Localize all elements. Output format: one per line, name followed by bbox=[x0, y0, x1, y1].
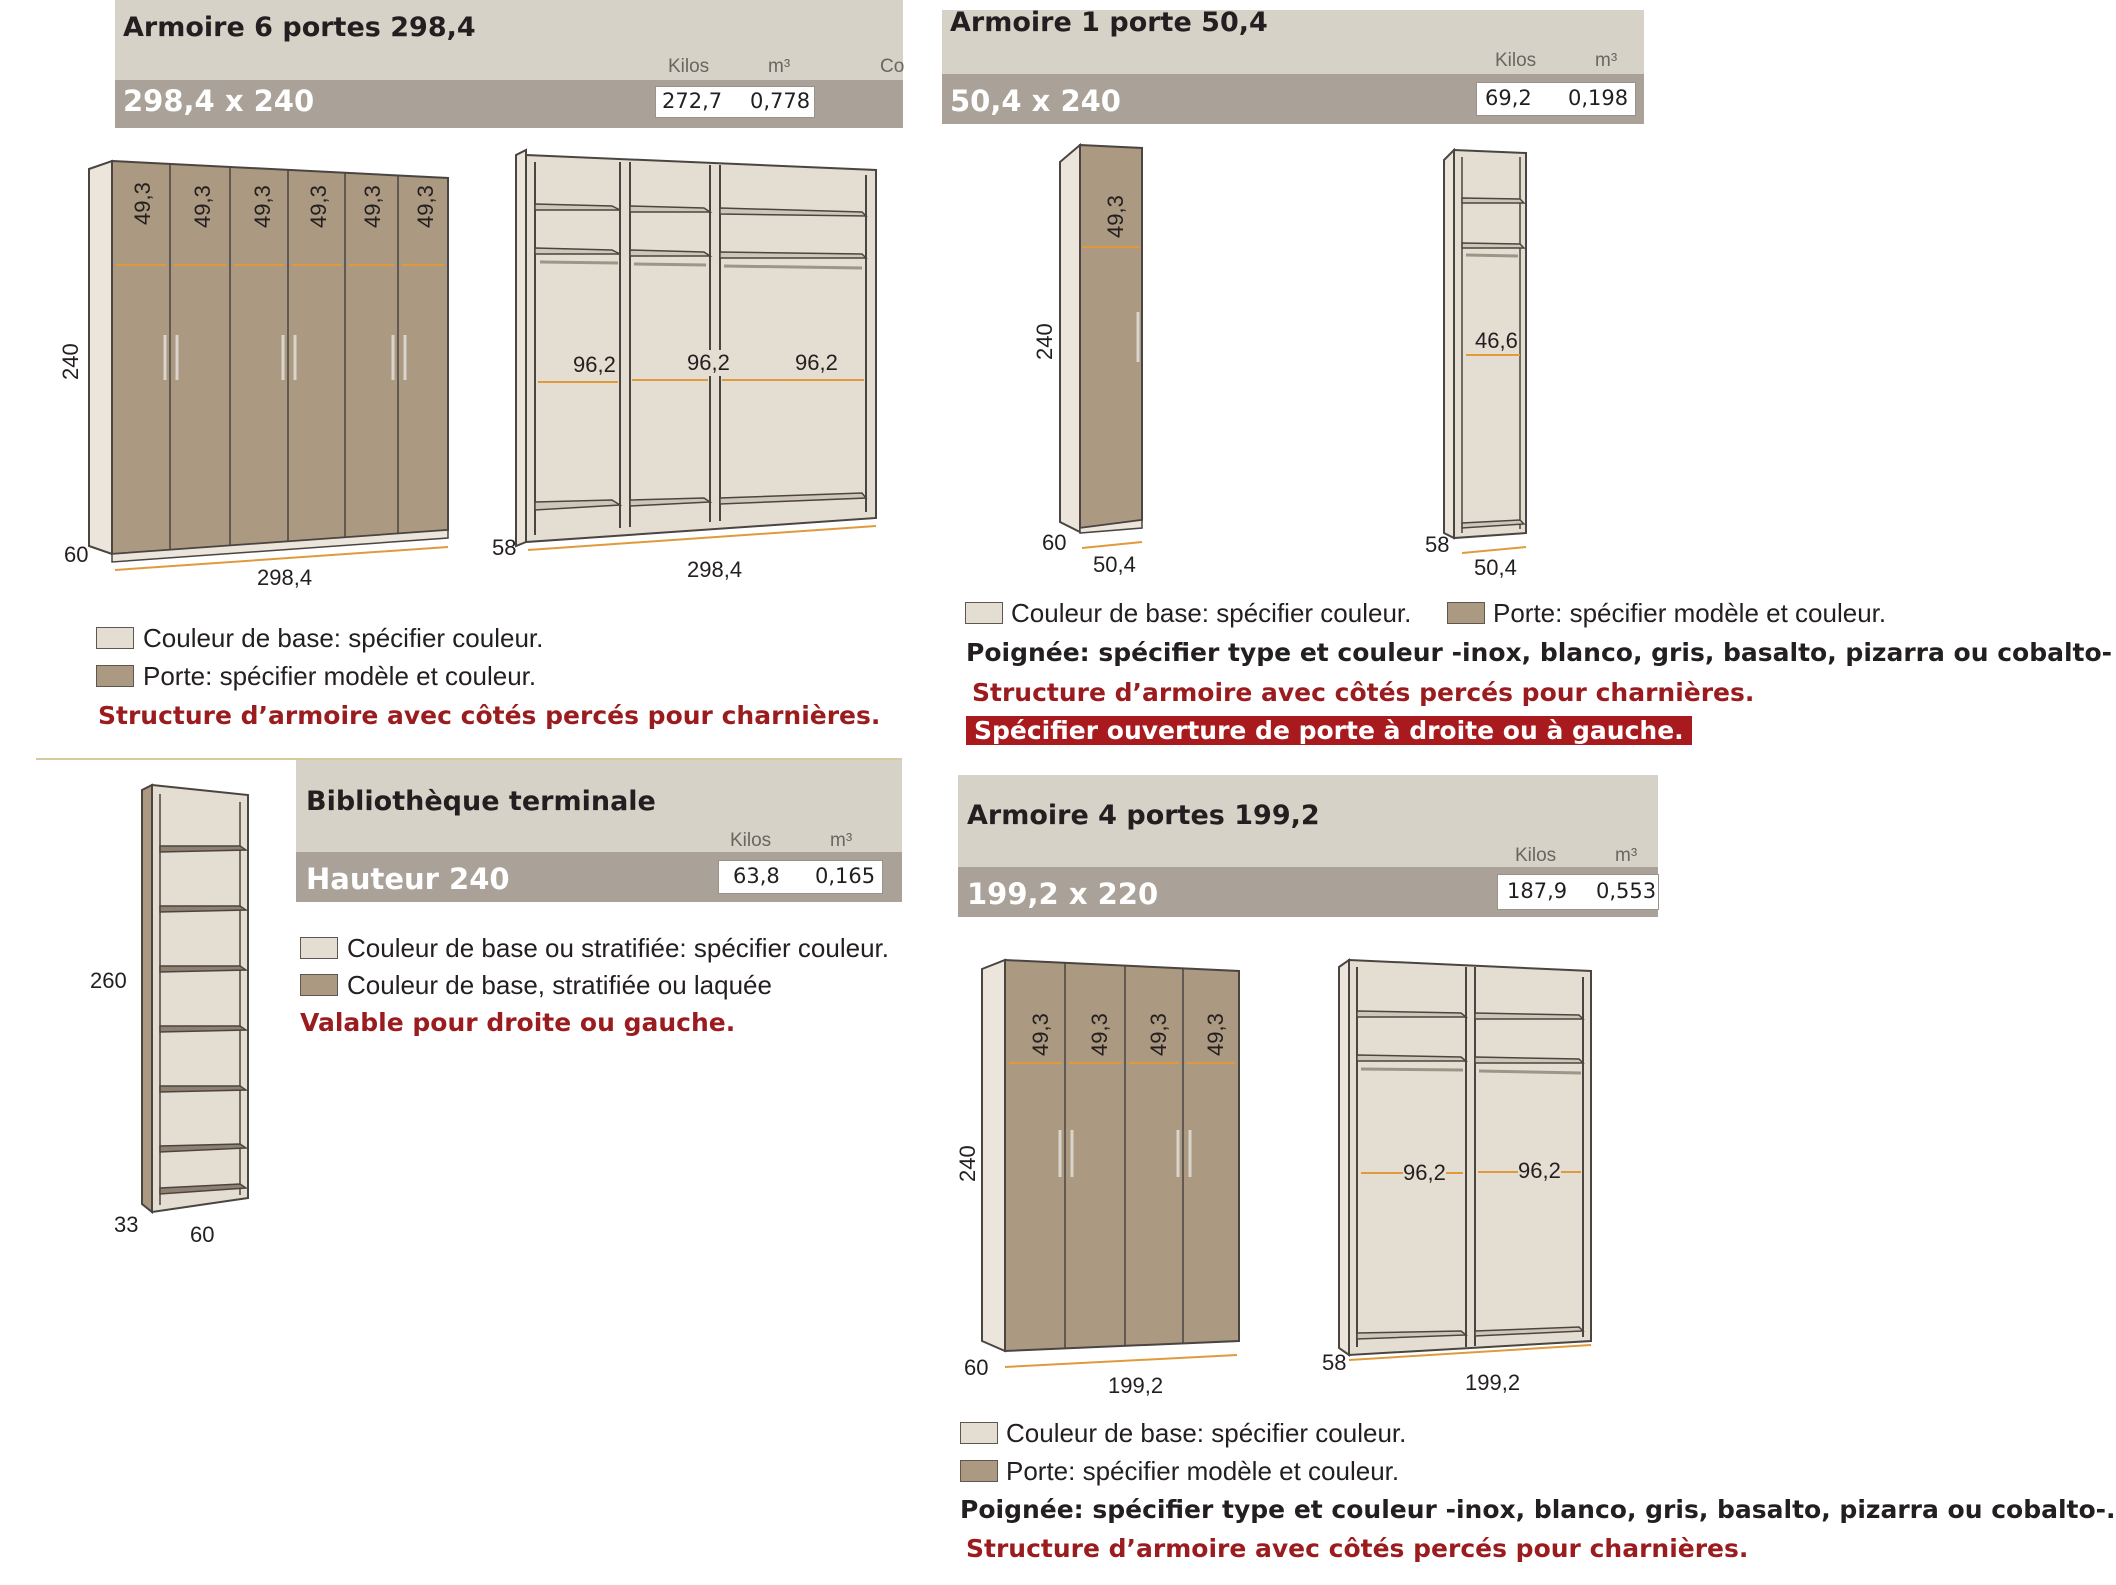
bib-kilos: 63,8 bbox=[733, 864, 780, 888]
a1-depth-inner: 58 bbox=[1425, 532, 1450, 557]
a4-legend-door: Porte: spécifier modèle et couleur. bbox=[1006, 1456, 1400, 1486]
a4-size: 199,2 x 220 bbox=[967, 877, 1159, 911]
bib-col-m3: m³ bbox=[830, 830, 853, 851]
a6-inner-width-3: 96,2 bbox=[795, 350, 838, 375]
a6-kilos: 272,7 bbox=[662, 89, 723, 113]
a6-open-width: 298,4 bbox=[687, 557, 743, 582]
a4-inner-width-2: 96,2 bbox=[1518, 1158, 1561, 1183]
bib-depth: 33 bbox=[114, 1212, 139, 1237]
a4-col-m3: m³ bbox=[1615, 845, 1638, 866]
bib-drawing bbox=[130, 780, 260, 1220]
a6-legend-base: Couleur de base: spécifier couleur. bbox=[143, 623, 544, 653]
a4-width: 199,2 bbox=[1108, 1373, 1164, 1398]
a4-kilos: 187,9 bbox=[1507, 879, 1568, 903]
a1-title: Armoire 1 porte 50,4 bbox=[950, 7, 1268, 38]
a6-depth: 60 bbox=[64, 542, 89, 567]
a6-door-width-3: 49,3 bbox=[250, 185, 275, 228]
a6-m3: 0,778 bbox=[750, 89, 811, 113]
a1-door-width: 49,3 bbox=[1103, 195, 1128, 238]
a4-height: 240 bbox=[955, 1145, 980, 1182]
a4-m3: 0,553 bbox=[1596, 879, 1657, 903]
bib-col-kilos: Kilos bbox=[730, 830, 772, 851]
a4-door-width-4: 49,3 bbox=[1203, 1013, 1228, 1056]
a4-note-red: Structure d’armoire avec côtés percés pour charnières. bbox=[966, 1534, 1749, 1563]
a4-depth: 60 bbox=[964, 1355, 989, 1380]
a6-width: 298,4 bbox=[257, 565, 313, 590]
a1-size: 50,4 x 240 bbox=[950, 84, 1121, 118]
bib-width: 60 bbox=[190, 1222, 215, 1247]
a1-width: 50,4 bbox=[1093, 552, 1136, 577]
a1-legend-door: Porte: spécifier modèle et couleur. bbox=[1493, 598, 1887, 628]
a4-inner-width-1: 96,2 bbox=[1403, 1160, 1446, 1185]
a1-inner-width: 46,6 bbox=[1475, 328, 1518, 353]
bib-swatch-door bbox=[300, 974, 338, 996]
a1-kilos: 69,2 bbox=[1485, 86, 1532, 110]
a6-size: 298,4 x 240 bbox=[123, 84, 315, 118]
a1-handle-note: Poignée: spécifier type et couleur -inox, blanco, gris, basalto, pizarra ou cobalto- bbox=[966, 638, 2113, 667]
a4-handle-note: Poignée: spécifier type et couleur -inox, blanco, gris, basalto, pizarra ou cobalto-. bbox=[960, 1495, 2116, 1524]
bib-size: Hauteur 240 bbox=[306, 862, 510, 896]
a1-depth: 60 bbox=[1042, 530, 1067, 555]
a6-note-red: Structure d’armoire avec côtés percés pour charnières. bbox=[98, 701, 881, 730]
a6-door-width-1: 49,3 bbox=[130, 182, 155, 225]
a4-legend-base: Couleur de base: spécifier couleur. bbox=[1006, 1418, 1407, 1448]
a1-legend-base: Couleur de base: spécifier couleur. bbox=[1011, 598, 1412, 628]
bib-title: Bibliothèque terminale bbox=[306, 786, 656, 817]
a6-legend-door: Porte: spécifier modèle et couleur. bbox=[143, 661, 537, 691]
a6-door-width-2: 49,3 bbox=[190, 185, 215, 228]
a6-title: Armoire 6 portes 298,4 bbox=[123, 12, 476, 43]
a6-col-co: Co bbox=[880, 56, 905, 77]
a1-swatch-door bbox=[1447, 602, 1485, 624]
a4-depth-inner: 58 bbox=[1322, 1350, 1347, 1375]
a6-col-kilos: Kilos bbox=[668, 56, 710, 77]
a6-col-m3: m³ bbox=[768, 56, 791, 77]
a1-open-width: 50,4 bbox=[1474, 555, 1517, 580]
bib-legend-base: Couleur de base ou stratifiée: spécifier couleur. bbox=[347, 933, 889, 963]
a4-door-width-1: 49,3 bbox=[1028, 1013, 1053, 1056]
a6-door-width-4: 49,3 bbox=[306, 185, 331, 228]
a4-swatch-base bbox=[960, 1422, 998, 1444]
a6-inner-width-1: 96,2 bbox=[573, 352, 616, 377]
bib-swatch-base bbox=[300, 937, 338, 959]
a1-m3: 0,198 bbox=[1568, 86, 1629, 110]
a6-depth-inner: 58 bbox=[492, 535, 517, 560]
a6-swatch-door bbox=[96, 665, 134, 687]
bib-m3: 0,165 bbox=[815, 864, 876, 888]
a6-height: 240 bbox=[58, 343, 83, 380]
a1-col-kilos: Kilos bbox=[1495, 50, 1537, 71]
bib-height: 260 bbox=[90, 968, 127, 993]
a4-door-width-2: 49,3 bbox=[1087, 1013, 1112, 1056]
a1-note-opening: Spécifier ouverture de porte à droite ou à gauche. bbox=[966, 716, 1692, 745]
bib-note-red: Valable pour droite ou gauche. bbox=[300, 1008, 736, 1037]
a4-swatch-door bbox=[960, 1460, 998, 1482]
a4-door-width-3: 49,3 bbox=[1146, 1013, 1171, 1056]
a6-door-width-5: 49,3 bbox=[360, 185, 385, 228]
a4-col-kilos: Kilos bbox=[1515, 845, 1557, 866]
a4-title: Armoire 4 portes 199,2 bbox=[967, 800, 1320, 831]
a6-side-panel bbox=[89, 161, 112, 554]
a6-door-width-6: 49,3 bbox=[413, 185, 438, 228]
a1-col-m3: m³ bbox=[1595, 50, 1618, 71]
a1-note-red: Structure d’armoire avec côtés percés pour charnières. bbox=[972, 678, 1755, 707]
a4-open-width: 199,2 bbox=[1465, 1370, 1521, 1395]
a1-swatch-base bbox=[965, 602, 1003, 624]
a6-swatch-base bbox=[96, 627, 134, 649]
a6-inner-width-2: 96,2 bbox=[687, 350, 730, 375]
bib-legend-door: Couleur de base, stratifiée ou laquée bbox=[347, 970, 772, 1000]
a1-height: 240 bbox=[1032, 323, 1057, 360]
